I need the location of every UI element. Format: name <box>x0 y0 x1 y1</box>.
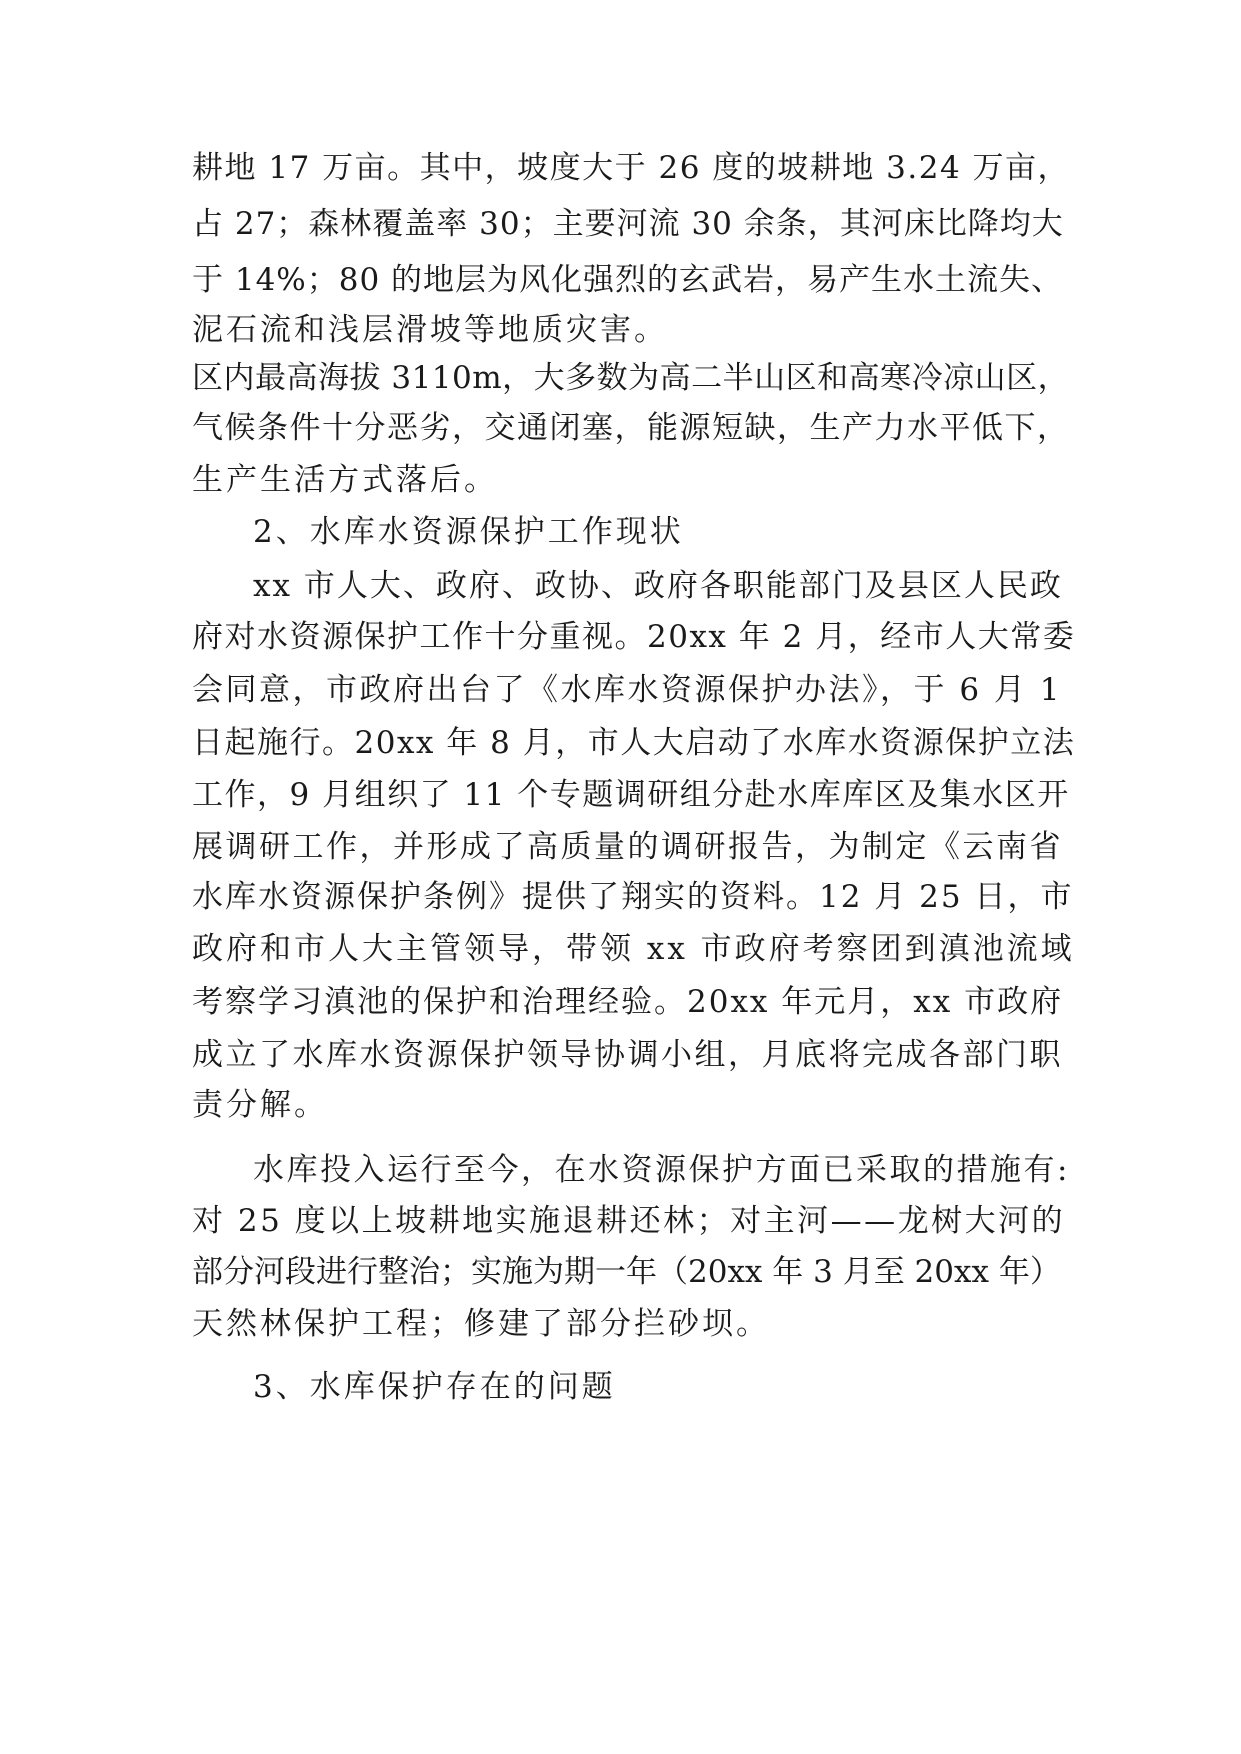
paragraph-line: 考察学习滇池的保护和治理经验。20xx 年元月，xx 市政府 <box>192 984 1064 1020</box>
paragraph-line: xx 市人大、政府、政协、政府各职能部门及县区人民政 <box>253 568 1063 604</box>
paragraph-line: 耕地 17 万亩。其中，坡度大于 26 度的坡耕地 3.24 万亩， <box>192 150 1071 186</box>
paragraph-line: 工作，9 月组织了 11 个专题调研组分赴水库库区及集水区开 <box>192 777 1070 813</box>
paragraph-line: 生产生活方式落后。 <box>192 462 498 498</box>
paragraph-line: 日起施行。20xx 年 8 月，市人大启动了水库水资源保护立法 <box>192 725 1076 761</box>
paragraph-line: 区内最高海拔 3110m，大多数为高二半山区和高寒冷凉山区， <box>192 360 1070 396</box>
paragraph-line: 会同意，市政府出台了《水库水资源保护办法》，于 6 月 1 <box>192 672 1063 708</box>
paragraph-line: 成立了水库水资源保护领导协调小组，月底将完成各部门职 <box>192 1037 1063 1073</box>
paragraph-line: 占 27；森林覆盖率 30；主要河流 30 余条，其河床比降均大 <box>192 206 1064 242</box>
paragraph-line: 于 14%；80 的地层为风化强烈的玄武岩，易产生水土流失、 <box>192 262 1064 298</box>
paragraph-line: 天然林保护工程；修建了部分拦砂坝。 <box>192 1306 770 1342</box>
paragraph-line: 部分河段进行整治；实施为期一年（20xx 年 3 月至 20xx 年） <box>192 1254 1061 1290</box>
section-heading: 2、水库水资源保护工作现状 <box>253 514 684 550</box>
paragraph-line: 泥石流和浅层滑坡等地质灾害。 <box>192 312 668 348</box>
paragraph-line: 政府和市人大主管领导，带领 xx 市政府考察团到滇池流域 <box>192 931 1075 967</box>
paragraph-line: 府对水资源保护工作十分重视。20xx 年 2 月，经市人大常委 <box>192 619 1076 655</box>
section-heading: 3、水库保护存在的问题 <box>253 1369 616 1405</box>
paragraph-line: 水库投入运行至今，在水资源保护方面已采取的措施有: <box>253 1152 1070 1188</box>
paragraph-line: 责分解。 <box>192 1087 328 1123</box>
paragraph-line: 气候条件十分恶劣，交通闭塞，能源短缺，生产力水平低下， <box>192 410 1070 446</box>
paragraph-line: 展调研工作，并形成了高质量的调研报告，为制定《云南省 <box>192 829 1063 865</box>
paragraph-line: 对 25 度以上坡耕地实施退耕还林；对主河——龙树大河的 <box>192 1203 1066 1239</box>
paragraph-line: 水库水资源保护条例》提供了翔实的资料。12 月 25 日，市 <box>192 879 1074 915</box>
